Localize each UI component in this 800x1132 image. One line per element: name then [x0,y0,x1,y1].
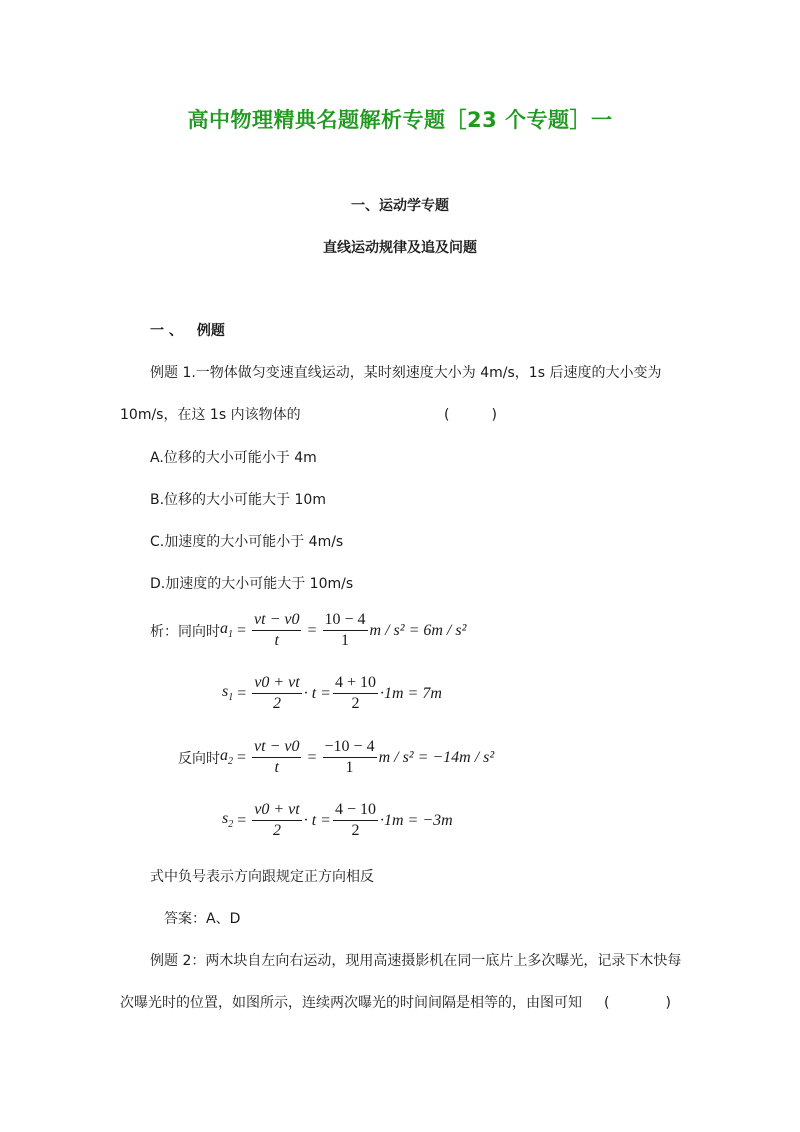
eq1-fraction-symbolic: $\frac{vt - v0}{t}$ [254,611,300,649]
same-direction-label: 析：同向时 [150,623,220,640]
example1-line1: 例题 1.一物体做匀变速直线运动，某时刻速度大小为 4m/s，1s 后速度的大小变为 [150,365,662,381]
analysis-note: 式中负号表示方向跟规定正方向相反 [150,869,374,885]
part-heading-label: 例题 [196,323,225,339]
section-title: 一、运动学专题 [351,198,449,214]
equation-a2: 反向时 $a_2$ = $\frac{vt - v0}{t}$ = $\frac{-10 - 4}{1}$ m / s² = −14m / s² [178,738,495,776]
eq3-lhs: $a_2$ [220,747,233,768]
eq4-fraction-numeric: $\frac{4 - 10}{2}$ [334,801,376,839]
eq3-result: m / s² = −14m / s² [378,748,495,766]
example2-line2: 次曝光时的位置，如图所示，连续两次曝光的时间间隔是相等的，由图可知 [120,995,582,1011]
example1-answer-blank: ( ) [444,407,497,423]
example2-answer-blank: ( ) [604,995,671,1011]
eq3-fraction-numeric: $\frac{-10 - 4}{1}$ [324,738,375,776]
option-b: B.位移的大小可能大于 10m [150,492,326,508]
equation-s1: $s_1$ = $\frac{v0 + vt}{2}$ · t = $\frac{4 + 10}{2}$ ·1m = 7m [222,674,442,712]
part-heading [150,320,225,340]
eq2-result: ·1m = 7m [380,684,442,702]
eq4-fraction-symbolic: $\frac{v0 + vt}{2}$ [254,801,300,839]
answer-text: 答案：A、D [164,911,241,927]
eq3-fraction-symbolic: $\frac{vt - v0}{t}$ [254,738,300,776]
example2-line1: 例题 2：两木块自左向右运动，现用高速摄影机在同一底片上多次曝光，记录下木快每 [150,953,682,969]
eq1-lhs: $a_1$ [220,620,233,641]
eq4-lhs: $s_2$ [222,810,234,831]
eq2-fraction-numeric: $\frac{4 + 10}{2}$ [334,674,376,712]
option-d: D.加速度的大小可能大于 10m/s [150,576,354,592]
option-c: C.加速度的大小可能小于 4m/s [150,534,344,550]
eq4-result: ·1m = −3m [380,811,453,829]
document-title: 高中物理精典名题解析专题［23 个专题］一 [187,108,613,132]
eq2-lhs: $s_1$ [222,683,234,704]
option-a: A.位移的大小可能小于 4m [150,450,317,466]
eq1-fraction-numeric: $\frac{10 - 4}{1}$ [324,611,366,649]
equation-a1: 析：同向时 $a_1$ = $\frac{vt - v0}{t}$ = $\frac{10 - 4}{1}$ m / s² = 6m / s² [150,611,467,649]
subsection-title: 直线运动规律及追及问题 [323,240,477,256]
equation-s2: $s_2$ = $\frac{v0 + vt}{2}$ · t = $\frac{4 - 10}{2}$ ·1m = −3m [222,801,453,839]
eq2-fraction-symbolic: $\frac{v0 + vt}{2}$ [254,674,300,712]
eq1-result: m / s² = 6m / s² [369,621,467,639]
part-heading-number: 一 、 [150,323,183,339]
opposite-direction-label: 反向时 [178,750,220,767]
example1-line2: 10m/s，在这 1s 内该物体的 [120,407,301,423]
